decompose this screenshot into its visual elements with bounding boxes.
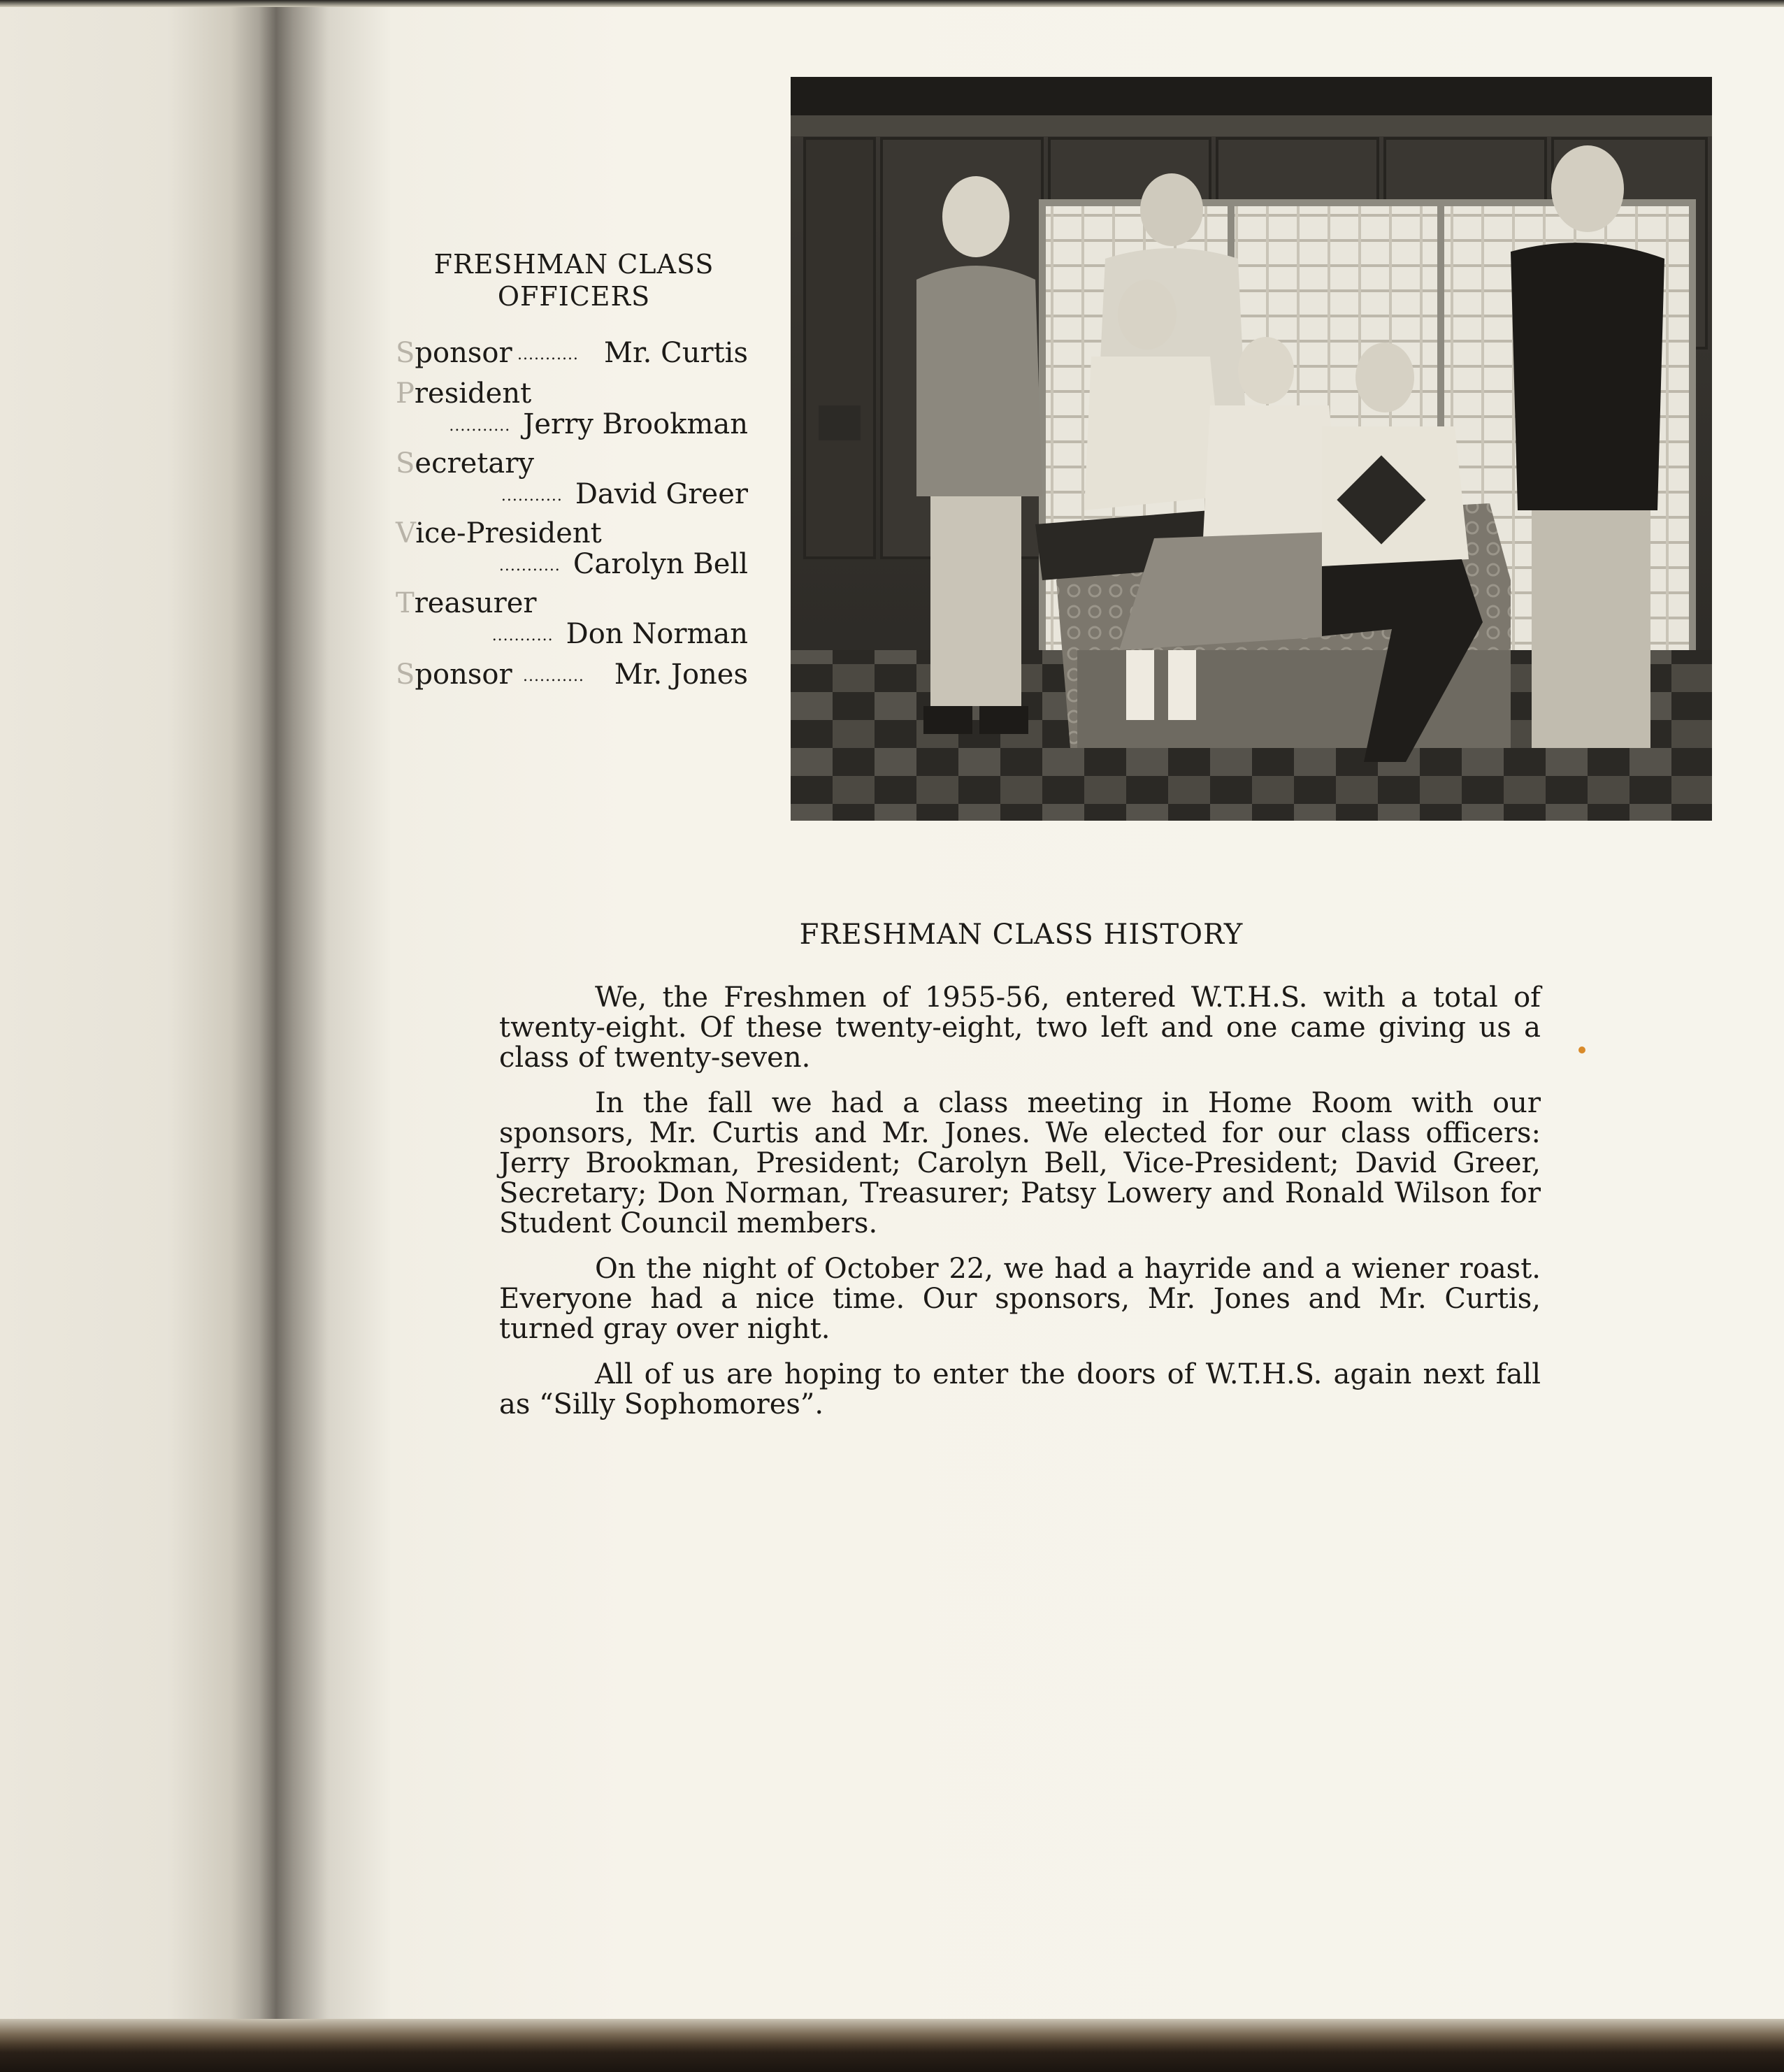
page-top-edge — [0, 0, 1784, 7]
history-paragraph: In the fall we had a class meeting in Home Room with our sponsors, Mr. Curtis and Mr. Jones. We elected for our class officers: Jerry Brookman, President; Carolyn Bell, Vice-President; David Greer, Secretary; Don Norman, Treasurer; Patsy Lowery and Ronald Wilson for Student Council members. — [499, 1087, 1541, 1239]
officer-name: Don Norman — [566, 618, 748, 650]
history-paragraph: We, the Freshmen of 1955-56, entered W.T.H.S. with a total of twenty-eight. Of these twenty-eight, two left and one came giving us a class of twenty-seven. — [499, 981, 1541, 1074]
officer-role-initial: V — [396, 517, 416, 549]
history-paragraph: On the night of October 22, we had a hayride and a wiener roast. Everyone had a nice time. Our sponsors, Mr. Jones and Mr. Curtis, turned gray over night. — [499, 1253, 1541, 1345]
dot-leader: ........... — [498, 557, 561, 575]
officer-role: ice-President — [415, 517, 602, 549]
officers-heading-line2: OFFICERS — [497, 281, 651, 312]
officer-item — [396, 377, 748, 449]
officer-role-initial: S — [396, 659, 415, 691]
officer-item — [396, 519, 748, 589]
officer-role-initial: P — [396, 377, 415, 410]
officer-role: resident — [414, 377, 532, 410]
officer-role: ecretary — [415, 447, 534, 480]
officer-name: David Greer — [575, 478, 748, 510]
officers-heading — [396, 248, 752, 312]
officer-item — [396, 589, 748, 659]
officer-role: ponsor — [415, 659, 512, 691]
group-photo — [791, 77, 1712, 821]
officer-item — [396, 661, 748, 731]
officer-role-initial: S — [396, 447, 415, 480]
dot-leader: ........... — [501, 487, 563, 505]
officer-role: reasurer — [414, 587, 537, 619]
dot-leader: ........... — [491, 627, 554, 645]
dot-leader: ........... — [523, 668, 584, 685]
officer-name: Mr. Jones — [614, 659, 748, 691]
officer-name: Carolyn Bell — [573, 548, 748, 580]
officers-heading-line1: FRESHMAN CLASS — [433, 249, 714, 280]
dot-leader: ........... — [449, 417, 511, 435]
officer-name: Mr. Curtis — [604, 337, 748, 369]
officer-role-initial: T — [396, 587, 415, 619]
officer-role-initial: S — [396, 337, 415, 369]
officer-name: Jerry Brookman — [523, 408, 748, 440]
history-body — [499, 983, 1541, 1435]
officer-item — [396, 449, 748, 519]
officer-role: ponsor — [415, 337, 512, 369]
group-photo-illustration — [791, 77, 1712, 821]
history-heading: FRESHMAN CLASS HISTORY — [799, 919, 1244, 951]
page-bottom-edge — [0, 2019, 1784, 2072]
history-paragraph: All of us are hoping to enter the doors of W.T.H.S. again next fall as “Silly Sophomores”. — [499, 1358, 1541, 1420]
page-stain — [1578, 1046, 1585, 1053]
dot-leader: ........... — [517, 346, 579, 364]
